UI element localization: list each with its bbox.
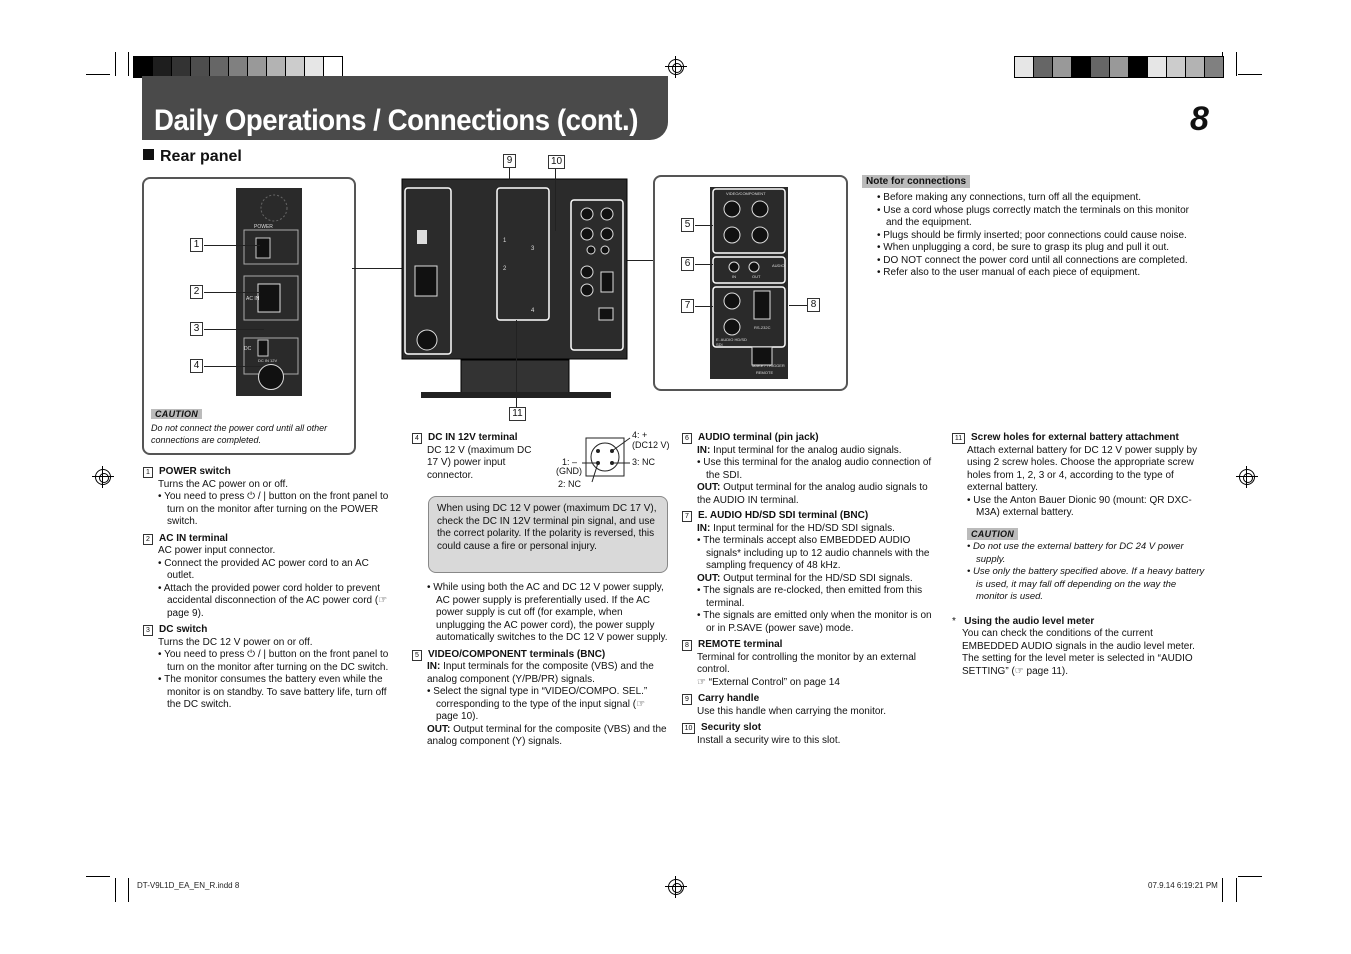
pin-1-sub: (GND) bbox=[556, 466, 582, 476]
leader-line bbox=[695, 306, 713, 307]
crop-mark bbox=[1222, 878, 1223, 902]
bullet: • Use the Anton Bauer Dionic 90 (mount: QR DXC-M3A) external battery. bbox=[967, 494, 1192, 518]
leader-line bbox=[516, 320, 517, 407]
item-heading: REMOTE terminal bbox=[698, 639, 783, 650]
footer-left: DT-V9L1D_EA_EN_R.indd 8 bbox=[137, 881, 240, 890]
screw-hole-1: 1 bbox=[503, 238, 507, 244]
item-number: 10 bbox=[682, 723, 695, 734]
item-number: 8 bbox=[682, 640, 692, 651]
item-text: IN: Input terminal for the HD/SD SDI signals. bbox=[697, 522, 895, 534]
item-text: IN: Input terminals for the composite (VBS) and the analog component (Y/PB/PR) signals. bbox=[427, 661, 654, 685]
screw-hole-2: 2 bbox=[503, 266, 507, 272]
leader-line bbox=[695, 264, 713, 265]
polarity-note-text: When using DC 12 V power (maximum DC 17 V), check the DC IN 12V terminal pin signal, and use the correct polarity. If the polarity is reversed, this could cause a fire or personal injury. bbox=[437, 503, 657, 552]
bullet: • You need to press ⏻ / | button on the front panel to turn on the monitor after turning on the DC switch. bbox=[158, 649, 389, 673]
item-text: OUT: Output terminal for the composite (VBS) and the analog component (Y) signals. bbox=[427, 723, 667, 747]
bullet: • The signals are re-clocked, then emitted from this terminal. bbox=[697, 585, 923, 609]
crop-mark bbox=[128, 878, 129, 902]
column-2-top bbox=[412, 432, 540, 482]
item-heading: AUDIO terminal (pin jack) bbox=[698, 432, 819, 443]
rs232c-label: RS-232C bbox=[754, 325, 771, 330]
pin-1-label: 1: – bbox=[562, 457, 578, 467]
callout-9: 9 bbox=[503, 154, 516, 168]
audio-in-label: IN bbox=[732, 274, 736, 279]
leader-line bbox=[555, 169, 556, 231]
audio-label: AUDIO bbox=[772, 263, 785, 268]
color-bar-left bbox=[133, 56, 343, 78]
callout-8: 8 bbox=[807, 298, 820, 312]
remote-label: REMOTE bbox=[756, 370, 774, 375]
item-heading: AC IN terminal bbox=[159, 532, 228, 544]
item-text: OUT: Output terminal for the HD/SD SDI signals. bbox=[697, 572, 913, 584]
column-4 bbox=[952, 432, 1208, 678]
monitor-rear-drawing bbox=[401, 178, 629, 398]
item-text: You can check the conditions of the current EMBEDDED AUDIO signals in the audio level meter. The setting for the level meter is selected in “AUDIO SETTING” (☞ page 11). bbox=[962, 628, 1195, 677]
item-text: AC power input connector. bbox=[158, 545, 276, 556]
note-item: • When unplugging a cord, be sure to grasp its plug and pull it out. bbox=[877, 242, 1170, 253]
item-heading: DC IN 12V terminal bbox=[428, 432, 518, 443]
column-2-bottom bbox=[412, 582, 668, 749]
square-bullet-icon bbox=[143, 149, 154, 160]
dc-label: DC bbox=[244, 346, 252, 352]
caution-item: • Do not use the external battery for DC 24 V power supply. bbox=[967, 541, 1184, 565]
note-item: • DO NOT connect the power cord until all connections are completed. bbox=[877, 254, 1188, 266]
rear-panel-right-closeup bbox=[710, 187, 788, 379]
bullet: • You need to press ⏻ / | button on the front panel to turn on the monitor after turning on the POWER switch. bbox=[158, 491, 389, 527]
title-band bbox=[142, 76, 668, 140]
color-bar-right bbox=[1014, 56, 1224, 78]
section-title: Rear panel bbox=[160, 148, 242, 165]
item-heading: E. AUDIO HD/SD SDI terminal (BNC) bbox=[698, 510, 869, 521]
note-for-connections-tag: Note for connections bbox=[862, 175, 970, 188]
leader-line bbox=[204, 245, 260, 246]
e-audio-label: E. AUDIO HD/SD SDI bbox=[716, 337, 747, 347]
page-title: Daily Operations / Connections (cont.) bbox=[154, 104, 638, 137]
screw-hole-4: 4 bbox=[531, 308, 535, 314]
registration-mark bbox=[668, 879, 684, 895]
registration-mark bbox=[95, 469, 111, 485]
item-heading: POWER switch bbox=[159, 466, 231, 477]
connector-line bbox=[352, 268, 404, 269]
note-item: • Plugs should be firmly inserted; poor connections could cause noise. bbox=[877, 229, 1187, 241]
item-text: Attach external battery for DC 12 V power supply by using 2 screw holes. Choose the appropriate screw holes from 1, 2, 3 or 4, according to the type of external battery. bbox=[967, 444, 1198, 493]
item-text: OUT: Output terminal for the analog audio signals to the AUDIO IN terminal. bbox=[697, 482, 928, 506]
section-heading bbox=[143, 148, 242, 166]
caution-tag: CAUTION bbox=[151, 409, 202, 419]
note-for-connections-list bbox=[862, 192, 1202, 280]
caution-item: • Use only the battery specified above. If a heavy battery is used, it may fall off depending on the way the monitor is used. bbox=[967, 566, 1205, 602]
item-text: DC 12 V (maximum DC 17 V) power input connector. bbox=[427, 444, 532, 481]
callout-1: 1 bbox=[190, 238, 203, 252]
item-number: 2 bbox=[143, 534, 153, 545]
crop-mark bbox=[1238, 74, 1262, 75]
bullet: • Use this terminal for the analog audio connection of the SDI. bbox=[697, 457, 932, 481]
item-heading: Screw holes for external battery attachment bbox=[971, 432, 1179, 443]
polarity-note-box bbox=[428, 496, 668, 573]
bullet: • While using both the AC and DC 12 V power supply, AC power supply is preferentially used. If the AC power supply is cut off (for example, when unplugging the AC power cord), the power supply automatically switches to the DC 12 V power supply. bbox=[427, 582, 668, 643]
bullet: • Connect the provided AC power cord to an AC outlet. bbox=[158, 557, 369, 581]
item-text: Turns the DC 12 V power on or off. bbox=[158, 636, 313, 648]
right-detail-panel bbox=[653, 175, 848, 391]
power-label: POWER bbox=[254, 224, 273, 230]
pin-4-label: 4: + bbox=[632, 430, 648, 440]
note-item: • Refer also to the user manual of each piece of equipment. bbox=[877, 267, 1141, 278]
make-trigger-label: MAKE / TRIGGER bbox=[752, 363, 785, 368]
column-3 bbox=[682, 432, 938, 747]
item-number: 9 bbox=[682, 694, 692, 705]
callout-3: 3 bbox=[190, 322, 203, 336]
crop-mark bbox=[115, 52, 116, 76]
caution-text: Do not connect the power cord until all other connections are completed. bbox=[151, 423, 328, 445]
item-heading: VIDEO/COMPONENT terminals (BNC) bbox=[428, 648, 606, 660]
leader-line bbox=[204, 292, 260, 293]
crop-mark bbox=[1238, 876, 1262, 877]
monitor-rear-svg bbox=[401, 178, 629, 398]
callout-10: 10 bbox=[548, 155, 565, 169]
pin-2-label: 2: NC bbox=[558, 479, 582, 489]
item-heading: Security slot bbox=[701, 722, 762, 733]
dc-in-label: DC IN 12V bbox=[258, 358, 278, 363]
note-item: • Before making any connections, turn off all the equipment. bbox=[877, 192, 1142, 203]
callout-11: 11 bbox=[509, 407, 526, 421]
column-1 bbox=[143, 466, 393, 712]
bullet: • The terminals accept also EMBEDDED AUDIO signals* including up to 12 audio channels with the sampling frequency of 48 kHz. bbox=[697, 535, 930, 571]
dc-in-connector bbox=[258, 364, 284, 390]
item-number: 7 bbox=[682, 511, 692, 522]
item-heading: Using the audio level meter bbox=[964, 615, 1095, 627]
item-number: 1 bbox=[143, 467, 153, 478]
item-number: 5 bbox=[412, 650, 422, 661]
item-text: IN: Input terminal for the analog audio signals. bbox=[697, 444, 902, 456]
pin-3-label: 3: NC bbox=[632, 457, 656, 467]
pin-4-sub: (DC12 V) bbox=[632, 440, 670, 450]
crop-mark bbox=[115, 878, 116, 902]
left-detail-panel bbox=[142, 177, 356, 455]
item-number: 6 bbox=[682, 433, 692, 444]
registration-mark bbox=[668, 59, 684, 75]
item-heading: DC switch bbox=[159, 624, 208, 635]
callout-5: 5 bbox=[681, 218, 694, 232]
leader-line bbox=[695, 225, 713, 226]
item-text: Turns the AC power on or off. bbox=[158, 478, 289, 490]
crop-mark bbox=[1236, 52, 1237, 76]
callout-6: 6 bbox=[681, 257, 694, 271]
leader-line bbox=[509, 168, 510, 180]
bullet: • Select the signal type in “VIDEO/COMPO. SEL.” corresponding to the type of the input signal (☞ page 10). bbox=[427, 686, 648, 722]
caution-tag: CAUTION bbox=[967, 528, 1018, 541]
item-heading: Carry handle bbox=[698, 693, 760, 704]
crop-mark bbox=[86, 74, 110, 75]
dc-in-pin-diagram bbox=[552, 430, 672, 492]
item-text: Install a security wire to this slot. bbox=[697, 734, 841, 746]
footer-right: 07.9.14 6:19:21 PM bbox=[1148, 881, 1218, 890]
item-number: 11 bbox=[952, 433, 965, 444]
asterisk: * bbox=[952, 615, 956, 627]
item-number: 3 bbox=[143, 625, 153, 636]
crop-mark bbox=[1236, 878, 1237, 902]
leader-line bbox=[789, 305, 807, 306]
callout-4: 4 bbox=[190, 359, 203, 373]
audio-out-label: OUT bbox=[752, 274, 761, 279]
item-text: Terminal for controlling the monitor by an external control. bbox=[697, 651, 916, 675]
leader-line bbox=[204, 366, 262, 367]
crop-mark bbox=[128, 52, 129, 76]
bullet: • The monitor consumes the battery even while the monitor is on standby. To save battery life, turn off the DC switch. bbox=[158, 674, 387, 710]
leader-line bbox=[204, 329, 264, 330]
page-reference: ☞ “External Control” on page 14 bbox=[697, 676, 840, 688]
registration-mark bbox=[1239, 469, 1255, 485]
callout-2: 2 bbox=[190, 285, 203, 299]
video-component-label: VIDEO/COMPONENT bbox=[726, 191, 766, 196]
bullet: • The signals are emitted only when the monitor is on or in P.SAVE (power save) mode. bbox=[697, 610, 932, 634]
bullet: • Attach the provided power cord holder to prevent accidental disconnection of the AC power cord (☞ page 9). bbox=[158, 582, 388, 619]
note-item: • Use a cord whose plugs correctly match the terminals on this monitor and the equipment. bbox=[877, 204, 1189, 228]
ac-in-label: AC IN bbox=[246, 296, 260, 302]
page-number: 8 bbox=[1190, 100, 1209, 138]
crop-mark bbox=[86, 876, 110, 877]
screw-hole-3: 3 bbox=[531, 246, 535, 252]
callout-7: 7 bbox=[681, 299, 694, 313]
caution-box bbox=[151, 404, 347, 446]
item-text: Use this handle when carrying the monitor. bbox=[697, 705, 886, 717]
rear-closeup-connectors bbox=[710, 187, 788, 379]
item-number: 4 bbox=[412, 433, 422, 444]
